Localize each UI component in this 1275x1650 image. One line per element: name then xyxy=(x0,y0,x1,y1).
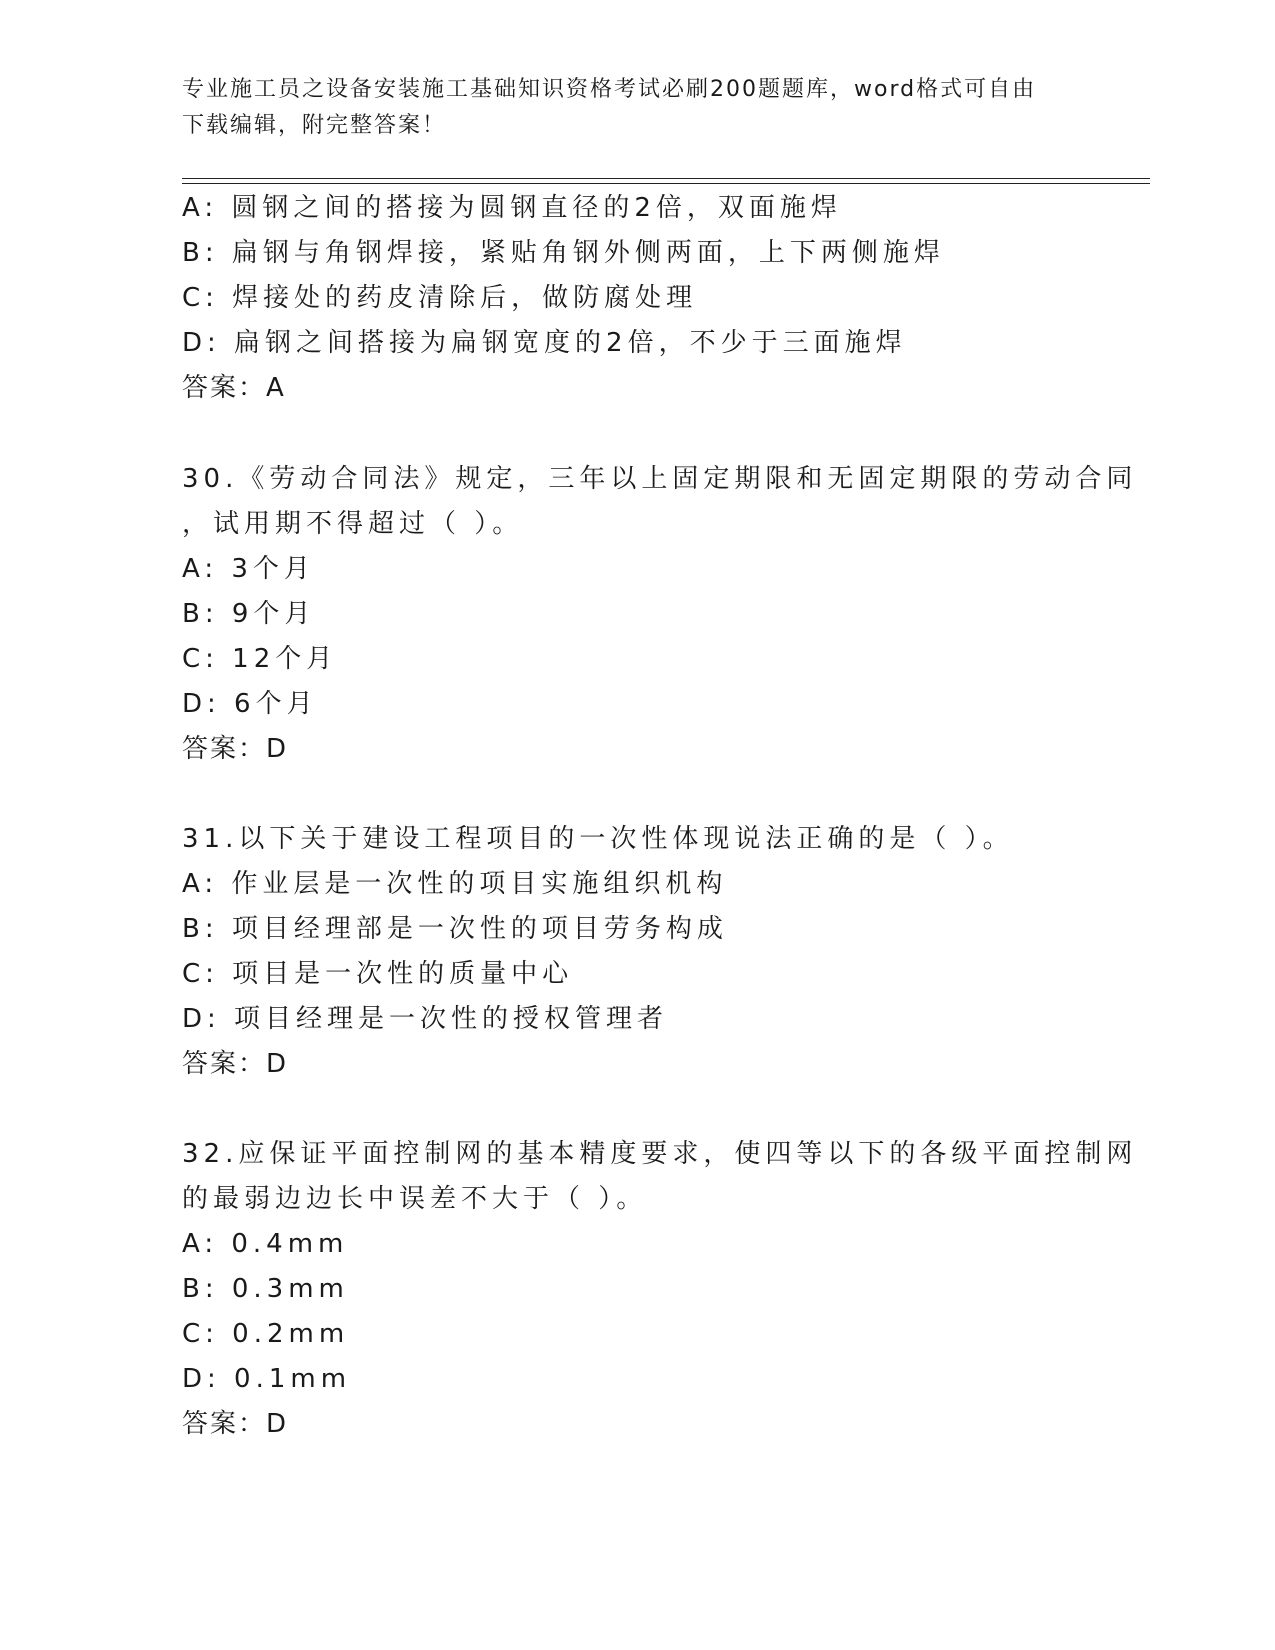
header-line-1: 专业施工员之设备安装施工基础知识资格考试必刷200题题库，word格式可自由 xyxy=(182,77,1037,102)
q32-stem-line-2: 的最弱边边长中误差不大于（ ）。 xyxy=(182,1184,648,1214)
q30-stem-line-2: ，试用期不得超过（ ）。 xyxy=(182,509,524,539)
q32-option-d: D: 0.1mm xyxy=(182,1364,352,1394)
q30-option-b: B: 9个月 xyxy=(182,599,316,629)
header-divider-bottom xyxy=(182,183,1150,184)
q30-stem-line-1: 30.《劳动合同法》规定，三年以上固定期限和无固定期限的劳动合同 xyxy=(182,464,1138,494)
q32-option-c: C: 0.2mm xyxy=(182,1319,350,1349)
q32-stem-line-1: 32.应保证平面控制网的基本精度要求，使四等以下的各级平面控制网 xyxy=(182,1139,1138,1169)
q30-answer: 答案：D xyxy=(182,734,289,764)
q31-option-b: B: 项目经理部是一次性的项目劳务构成 xyxy=(182,914,728,944)
q31-option-c: C: 项目是一次性的质量中心 xyxy=(182,959,574,989)
q32-option-b: B: 0.3mm xyxy=(182,1274,349,1304)
q31-option-a: A: 作业层是一次性的项目实施组织机构 xyxy=(182,869,728,899)
q32-answer: 答案：D xyxy=(182,1409,289,1439)
q29-option-d: D: 扁钢之间搭接为扁钢宽度的2倍，不少于三面施焊 xyxy=(182,328,907,358)
q29-option-a: A: 圆钢之间的搭接为圆钢直径的2倍，双面施焊 xyxy=(182,193,842,223)
header-line-2: 下载编辑，附完整答案！ xyxy=(182,113,447,138)
q32-option-a: A: 0.4mm xyxy=(182,1229,349,1259)
q31-answer: 答案：D xyxy=(182,1049,289,1079)
q30-option-d: D: 6个月 xyxy=(182,689,318,719)
header-divider-top xyxy=(182,178,1150,179)
q30-option-c: C: 12个月 xyxy=(182,644,338,674)
q31-option-d: D: 项目经理是一次性的授权管理者 xyxy=(182,1004,669,1034)
q29-option-c: C: 焊接处的药皮清除后，做防腐处理 xyxy=(182,283,698,313)
q29-answer: 答案：A xyxy=(182,373,286,403)
q30-option-a: A: 3个月 xyxy=(182,554,315,584)
document-header xyxy=(182,72,1082,144)
q31-stem-line-1: 31.以下关于建设工程项目的一次性体现说法正确的是（ ）。 xyxy=(182,824,1014,854)
q29-option-b: B: 扁钢与角钢焊接，紧贴角钢外侧两面，上下两侧施焊 xyxy=(182,238,945,268)
